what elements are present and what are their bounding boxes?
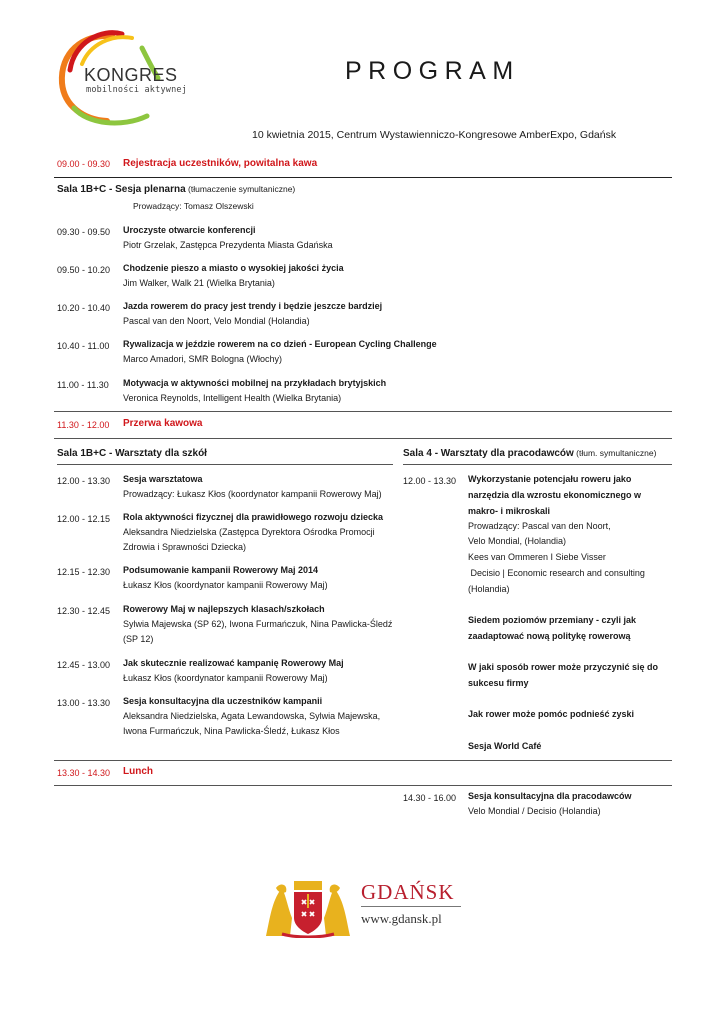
footer-url[interactable]: www.gdansk.pl (361, 911, 442, 926)
plenary-hall: Sala 1B+C - Sesja plenarna (tłumaczenie symultaniczne) (57, 184, 296, 195)
employers-speaker-4: (Holandia) (468, 584, 510, 594)
schools-line-5-0: Aleksandra Niedzielska, Agata Lewandowska, Sylwia Majewska, (123, 711, 381, 721)
employers-speaker-2: Kees van Ommeren I Siebe Visser (468, 552, 606, 562)
registration-time: 09.00 - 09.30 (57, 159, 111, 169)
schools-hall: Sala 1B+C - Warsztaty dla szkół (57, 448, 207, 459)
plenary-title-2: Jazda rowerem do pracy jest trendy i będzie jeszcze bardziej (123, 301, 383, 311)
divider (403, 464, 672, 465)
registration-title: Rejestracja uczestników, powitalna kawa (123, 158, 318, 169)
schools-time-1: 12.00 - 12.15 (57, 514, 111, 524)
logo-main-text: KONGRES (84, 65, 178, 85)
employers-speaker-1: Velo Mondial, (Holandia) (468, 536, 567, 546)
schools-title-2: Podsumowanie kampanii Rowerowy Maj 2014 (123, 565, 319, 575)
plenary-title-1: Chodzenie pieszo a miasto o wysokiej jakości życia (123, 263, 344, 273)
schools-line-5-1: Iwona Furmańczuk, Nina Pawlicka-Śledź, Łukasz Kłos (123, 726, 340, 736)
page-subtitle: 10 kwietnia 2015, Centrum Wystawienniczo-Kongresowe AmberExpo, Gdańsk (252, 129, 617, 141)
divider (54, 177, 672, 178)
plenary-speaker-3: Marco Amadori, SMR Bologna (Włochy) (123, 354, 283, 364)
employers-topic4: Sesja World Café (468, 741, 542, 751)
plenary-moderator: Prowadzący: Tomasz Olszewski (133, 201, 254, 211)
page-title: PROGRAM (345, 57, 520, 85)
plenary-title-0: Uroczyste otwarcie konferencji (123, 225, 256, 235)
employers-topic1-0: Siedem poziomów przemiany - czyli jak (468, 615, 637, 625)
logo-sub-text: mobilności aktywnej (86, 85, 188, 95)
schools-line-0-0: Prowadzący: Łukasz Kłos (koordynator kampanii Rowerowy Maj) (123, 489, 382, 499)
divider (57, 464, 393, 465)
employers-topic2-0: W jaki sposób rower może przyczynić się do (468, 662, 659, 672)
schools-time-0: 12.00 - 13.30 (57, 476, 111, 486)
plenary-time-3: 10.40 - 11.00 (57, 341, 110, 351)
schools-title-0: Sesja warsztatowa (123, 474, 203, 484)
schools-title-3: Rowerowy Maj w najlepszych klasach/szkołach (123, 604, 325, 614)
plenary-title-3: Rywalizacja w jeździe rowerem na co dzień - European Cycling Challenge (123, 339, 437, 349)
consult-title: Sesja konsultacyjna dla pracodawców (468, 791, 632, 801)
plenary-speaker-0: Piotr Grzelak, Zastępca Prezydenta Miasta Gdańska (123, 240, 333, 250)
divider (54, 438, 672, 439)
gdansk-coat-of-arms-icon (262, 878, 354, 938)
plenary-time-1: 09.50 - 10.20 (57, 265, 111, 275)
schools-time-2: 12.15 - 12.30 (57, 567, 111, 577)
plenary-time-0: 09.30 - 09.50 (57, 227, 111, 237)
schools-title-1: Rola aktywności fizycznej dla prawidłowego rozwoju dziecka (123, 512, 384, 522)
coffee-break-time: 11.30 - 12.00 (57, 420, 110, 430)
plenary-speaker-2: Pascal van den Noort, Velo Mondial (Holandia) (123, 316, 310, 326)
schools-title-5: Sesja konsultacyjna dla uczestników kampanii (123, 696, 323, 706)
divider (54, 760, 672, 761)
employers-hall: Sala 4 - Warsztaty dla pracodawców (tłum. symultaniczne) (403, 448, 657, 459)
consult-time: 14.30 - 16.00 (403, 793, 457, 803)
employers-speaker-0: Prowadzący: Pascal van den Noort, (468, 521, 611, 531)
schools-time-5: 13.00 - 13.30 (57, 698, 111, 708)
schools-title-4: Jak skutecznie realizować kampanię Rowerowy Maj (123, 658, 344, 668)
coffee-break-title: Przerwa kawowa (123, 418, 203, 429)
plenary-title-4: Motywacja w aktywności mobilnej na przykładach brytyjskich (123, 378, 387, 388)
schools-line-1-1: Zdrowia i Sprawności Dziecka) (123, 542, 247, 552)
schools-line-3-0: Sylwia Majewska (SP 62), Iwona Furmańczuk, Nina Pawlicka-Śledź (123, 619, 393, 629)
lunch-title: Lunch (123, 766, 153, 777)
employers-time: 12.00 - 13.30 (403, 476, 457, 486)
employers-title-2: makro- i mikroskali (468, 506, 551, 516)
employers-topic2-1: sukcesu firmy (468, 678, 529, 688)
divider (54, 785, 672, 786)
schools-line-2-0: Łukasz Kłos (koordynator kampanii Rowerowy Maj) (123, 580, 328, 590)
schools-line-4-0: Łukasz Kłos (koordynator kampanii Rowerowy Maj) (123, 673, 328, 683)
schools-line-3-1: (SP 12) (123, 634, 154, 644)
plenary-time-4: 11.00 - 11.30 (57, 380, 109, 390)
employers-topic1-1: zaadaptować nową politykę rowerową (468, 631, 631, 641)
employers-speaker-3: Decisio | Economic research and consulting (468, 568, 645, 578)
schools-time-3: 12.30 - 12.45 (57, 606, 111, 616)
schools-time-4: 12.45 - 13.00 (57, 660, 111, 670)
employers-title-0: Wykorzystanie potencjału roweru jako (468, 474, 632, 484)
divider (361, 906, 461, 907)
employers-topic3: Jak rower może pomóc podnieść zyski (468, 709, 635, 719)
footer-city: GDAŃSK (361, 880, 455, 904)
lunch-time: 13.30 - 14.30 (57, 768, 111, 778)
schools-line-1-0: Aleksandra Niedzielska (Zastępca Dyrektora Ośrodka Promocji (123, 527, 375, 537)
consult-speaker: Velo Mondial / Decisio (Holandia) (468, 806, 601, 816)
divider (54, 411, 672, 412)
plenary-time-2: 10.20 - 10.40 (57, 303, 111, 313)
plenary-speaker-1: Jim Walker, Walk 21 (Wielka Brytania) (123, 278, 275, 288)
employers-title-1: narzędzia dla wzrostu ekonomicznego w (468, 490, 642, 500)
plenary-speaker-4: Veronica Reynolds, Intelligent Health (Wielka Brytania) (123, 393, 342, 403)
